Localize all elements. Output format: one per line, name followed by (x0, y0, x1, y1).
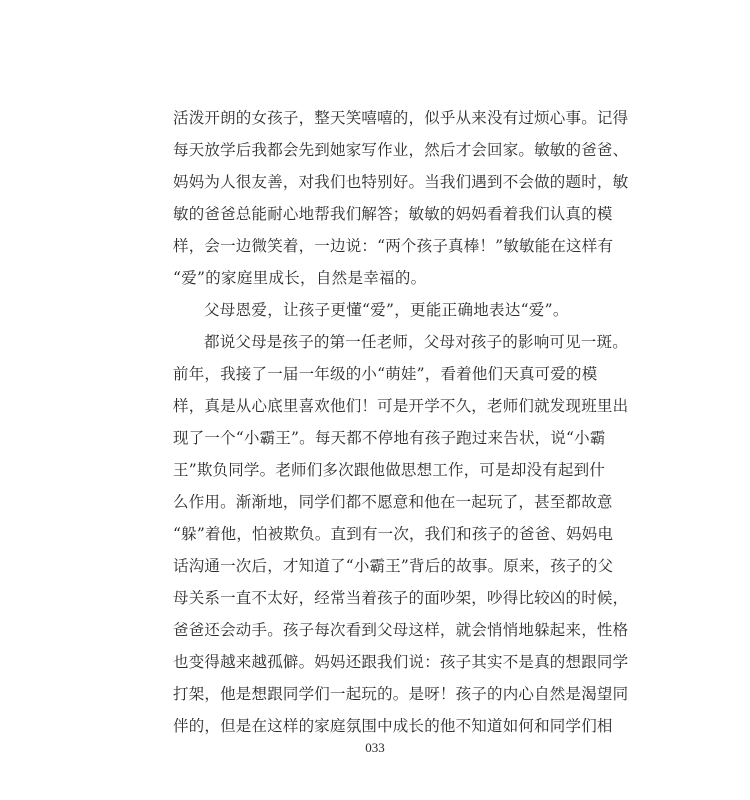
text-line: 也变得越来越孤僻。妈妈还跟我们说：孩子其实不是真的想跟同学 (173, 653, 629, 671)
text-line: 妈妈为人很友善，对我们也特别好。当我们遇到不会做的题时，敏 (173, 173, 629, 191)
body-text (173, 102, 629, 742)
text-line: 都说父母是孩子的第一任老师，父母对孩子的影响可见一斑。 (204, 333, 628, 351)
page-number: 033 (365, 740, 385, 755)
text-line: 父母恩爱，让孩子更懂“爱”，更能正确地表达“爱”。 (204, 301, 569, 319)
text-line: 打架，他是想跟同学们一起玩的。是呀！孩子的内心自然是渴望同 (173, 685, 629, 703)
text-line: 王”欺负同学。老师们多次跟他做思想工作，可是却没有起到什 (173, 461, 606, 479)
text-line: 伴的，但是在这样的家庭氛围中成长的他不知道如何和同学们相 (173, 717, 613, 735)
text-line: “躲”着他，怕被欺负。直到有一次，我们和孩子的爸爸、妈妈电 (173, 525, 614, 543)
text-line: 前年，我接了一届一年级的小“萌娃”，看着他们天真可爱的模 (173, 365, 598, 383)
text-line: 爸爸还会动手。孩子每次看到父母这样，就会悄悄地躲起来，性格 (173, 621, 629, 639)
text-line: 现了一个“小霸王”。每天都不停地有孩子跑过来告状，说“小霸 (173, 429, 606, 447)
text-line: 样，会一边微笑着，一边说：“两个孩子真棒！”敏敏能在这样有 (173, 237, 614, 255)
text-line: 敏的爸爸总能耐心地帮我们解答；敏敏的妈妈看着我们认真的模 (173, 205, 613, 223)
text-line: 话沟通一次后，才知道了“小霸王”背后的故事。原来，孩子的父 (173, 557, 614, 575)
text-line: “爱”的家庭里成长，自然是幸福的。 (173, 269, 427, 287)
text-line: 母关系一直不太好，经常当着孩子的面吵架，吵得比较凶的时候， (173, 589, 629, 607)
text-line: 活泼开朗的女孩子，整天笑嘻嘻的，似乎从来没有过烦心事。记得 (173, 109, 629, 127)
text-line: 每天放学后我都会先到她家写作业，然后才会回家。敏敏的爸爸、 (173, 141, 629, 159)
text-line: 样，真是从心底里喜欢他们！可是开学不久，老师们就发现班里出 (173, 397, 629, 415)
text-line: 么作用。渐渐地，同学们都不愿意和他在一起玩了，甚至都故意 (173, 493, 613, 511)
